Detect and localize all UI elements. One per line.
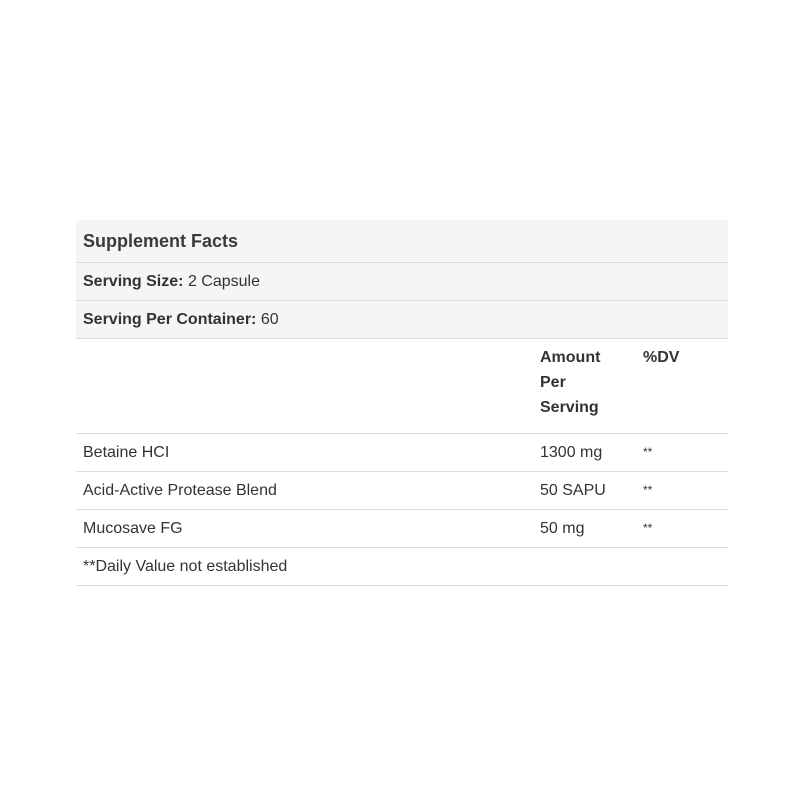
column-header-name (76, 339, 533, 434)
ingredient-row (76, 434, 728, 472)
ingredient-amount: 1300 mg (533, 434, 636, 472)
ingredient-row (76, 510, 728, 548)
column-header-dv: %DV (636, 339, 728, 434)
ingredient-amount: 50 SAPU (533, 472, 636, 510)
ingredient-dv: ** (636, 472, 728, 510)
table-title: Supplement Facts (76, 220, 728, 263)
ingredient-row (76, 472, 728, 510)
footnote: **Daily Value not established (76, 548, 728, 586)
servings-per-container-label: Serving Per Container: (83, 311, 257, 328)
supplement-facts-table (76, 220, 728, 586)
ingredient-dv: ** (636, 510, 728, 548)
ingredient-name: Acid-Active Protease Blend (76, 472, 533, 510)
ingredient-dv: ** (636, 434, 728, 472)
ingredient-amount: 50 mg (533, 510, 636, 548)
footnote-row (76, 548, 728, 586)
ingredient-name: Betaine HCI (76, 434, 533, 472)
ingredient-name: Mucosave FG (76, 510, 533, 548)
table-title-row (76, 220, 728, 263)
servings-per-container-value: 60 (260, 311, 279, 328)
column-header-row (76, 339, 728, 434)
serving-size-value: 2 Capsule (187, 273, 260, 290)
serving-size-label: Serving Size: (83, 273, 184, 290)
servings-per-container-row (76, 301, 728, 339)
column-header-amount: Amount Per Serving (533, 339, 636, 434)
serving-size-row (76, 263, 728, 301)
